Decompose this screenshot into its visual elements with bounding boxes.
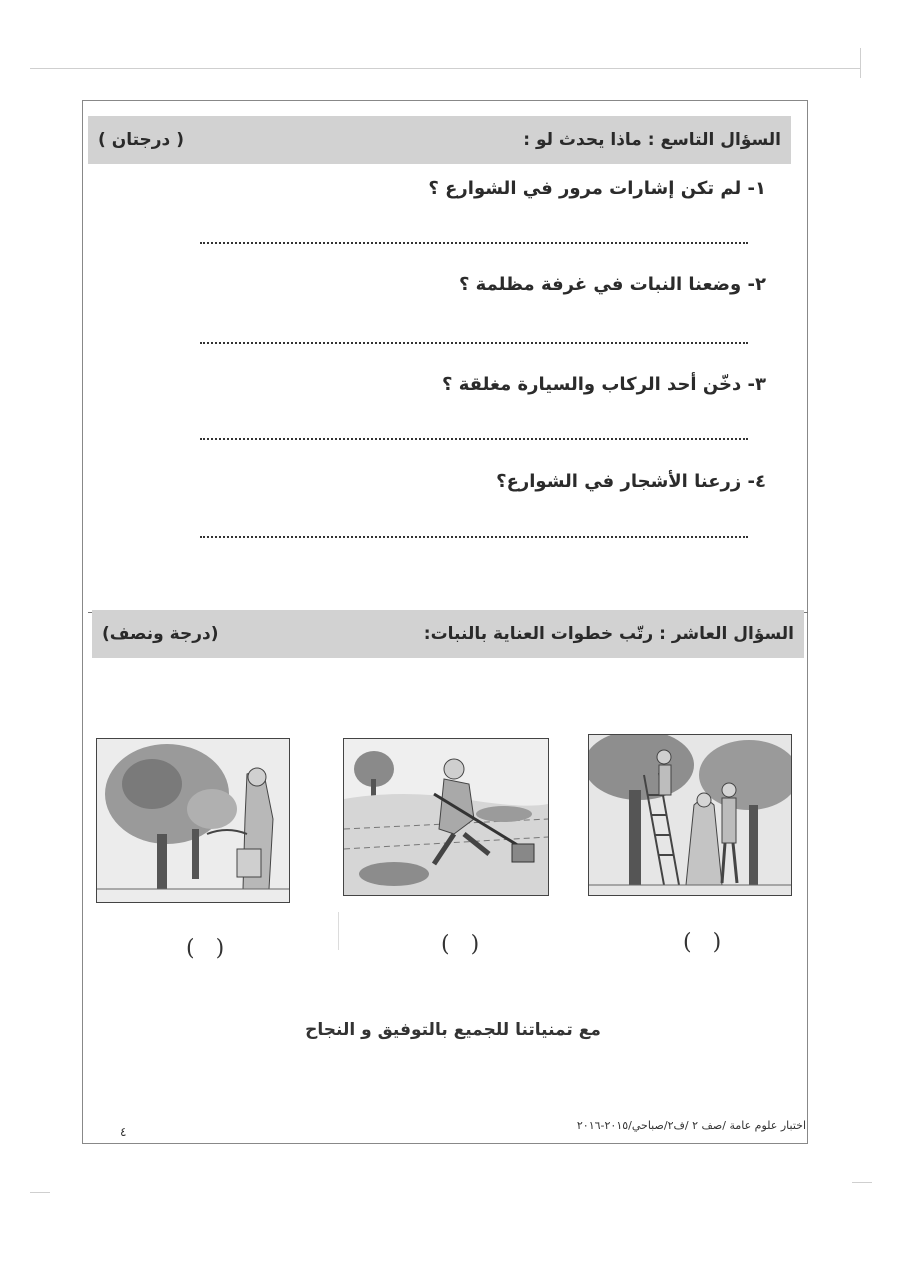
question9-item-1: ١- لم تكن إشارات مرور في الشوارع ؟ [428, 178, 766, 199]
scan-edge-top [30, 68, 860, 69]
question9-item-3: ٣- دخّن أحد الركاب والسيارة مغلقة ؟ [442, 374, 766, 395]
question10-title: السؤال العاشر : رتّب خطوات العناية بالنبات: [423, 624, 794, 644]
question10-header [92, 610, 804, 658]
scan-fold-line [338, 912, 339, 950]
answer-slot-1[interactable]: ( ) [186, 936, 225, 961]
harvesting-fruit-picture [588, 734, 792, 896]
question10-grade: (درجة ونصف) [102, 624, 219, 644]
answer-line-4[interactable] [200, 536, 748, 538]
page-number: ٤ [120, 1125, 127, 1139]
answer-line-1[interactable] [200, 242, 748, 244]
question9-item-4: ٤- زرعنا الأشجار في الشوارع؟ [496, 471, 766, 492]
digging-soil-picture [343, 738, 549, 896]
scan-edge-bottom-right [852, 1182, 872, 1183]
closing-wish: مع تمنياتنا للجميع بالتوفيق و النجاح [305, 1020, 601, 1040]
answer-slot-2[interactable]: ( ) [441, 932, 480, 957]
answer-line-3[interactable] [200, 438, 748, 440]
question9-title: السؤال التاسع : ماذا يحدث لو : [523, 130, 781, 150]
scan-edge-bottom-left [30, 1192, 50, 1193]
question9-header [88, 116, 791, 164]
scan-edge-right [860, 48, 861, 78]
watering-tree-picture [96, 738, 290, 903]
answer-slot-3[interactable]: ( ) [683, 930, 722, 955]
answer-line-2[interactable] [200, 342, 748, 344]
question9-item-2: ٢- وضعنا النبات في غرفة مظلمة ؟ [458, 274, 766, 295]
question9-grade: ( درجتان ) [98, 130, 184, 150]
exam-footer: اختبار علوم عامة /صف ٢ /ف٢/صباحي/٢٠١٥-٢٠١٦ [576, 1119, 806, 1132]
